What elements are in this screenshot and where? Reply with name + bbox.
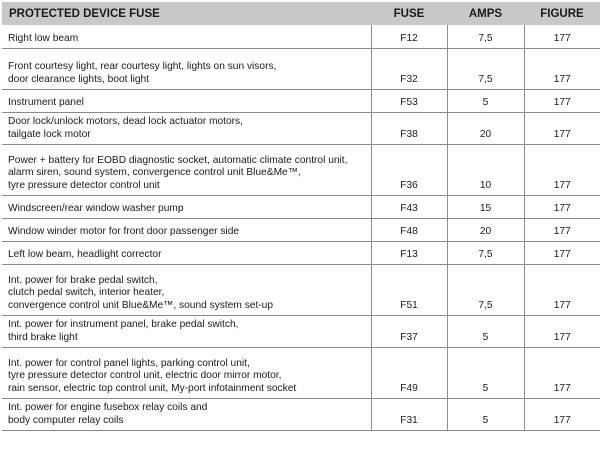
description-line: Window winder motor for front door passenger side — [8, 225, 240, 237]
table-row — [2, 347, 600, 398]
figure-ref: 177 — [524, 89, 600, 112]
fuse-code: F49 — [371, 347, 447, 398]
device-description — [2, 264, 371, 315]
header-device: PROTECTED DEVICE FUSE — [2, 2, 371, 25]
description-line: rain sensor, electric top control unit, My-port infotainment socket — [8, 382, 297, 394]
device-description — [2, 89, 371, 112]
device-description — [2, 347, 371, 398]
description-line: Front courtesy light, rear courtesy light, lights on sun visors, — [8, 61, 277, 73]
description-line: tyre pressure detector control unit — [8, 179, 160, 191]
header-figure: FIGURE — [524, 2, 600, 25]
device-description — [2, 315, 371, 347]
amps-value: 20 — [447, 112, 524, 144]
figure-ref: 177 — [524, 25, 600, 48]
fuse-code: F48 — [371, 218, 447, 241]
figure-ref: 177 — [524, 347, 600, 398]
fuse-code: F37 — [371, 315, 447, 347]
amps-value: 7,5 — [447, 48, 524, 89]
description-line: third brake light — [8, 331, 78, 343]
fuse-code: F31 — [371, 398, 447, 430]
table-row — [2, 144, 600, 195]
description-line: body computer relay coils — [8, 414, 124, 426]
fuse-code: F51 — [371, 264, 447, 315]
figure-ref: 177 — [524, 398, 600, 430]
table-row — [2, 195, 600, 218]
device-description — [2, 241, 371, 264]
amps-value: 5 — [447, 347, 524, 398]
table-row — [2, 315, 600, 347]
fuse-code: F43 — [371, 195, 447, 218]
amps-value: 7,5 — [447, 241, 524, 264]
figure-ref: 177 — [524, 112, 600, 144]
table-row — [2, 264, 600, 315]
figure-ref: 177 — [524, 144, 600, 195]
fuse-code: F53 — [371, 89, 447, 112]
amps-value: 20 — [447, 218, 524, 241]
description-line: convergence control unit Blue&Me™, sound system set-up — [8, 299, 274, 311]
fuse-code: F32 — [371, 48, 447, 89]
fuse-code: F13 — [371, 241, 447, 264]
amps-value: 7,5 — [447, 25, 524, 48]
figure-ref: 177 — [524, 241, 600, 264]
description-line: tailgate lock motor — [8, 128, 91, 140]
description-line: Int. power for brake pedal switch, — [8, 274, 158, 286]
description-line: Right low beam — [8, 32, 79, 44]
description-line: alarm siren, sound system, convergence control unit Blue&Me™, — [8, 167, 301, 179]
table-row — [2, 89, 600, 112]
amps-value: 5 — [447, 398, 524, 430]
table-row — [2, 48, 600, 89]
description-line: Windscreen/rear window washer pump — [8, 202, 184, 214]
table-row — [2, 25, 600, 48]
fuse-code: F36 — [371, 144, 447, 195]
amps-value: 5 — [447, 89, 524, 112]
fuse-code: F12 — [371, 25, 447, 48]
device-description — [2, 48, 371, 89]
device-description — [2, 144, 371, 195]
figure-ref: 177 — [524, 264, 600, 315]
fuse-table — [2, 2, 600, 431]
description-line: clutch pedal switch, interior heater, — [8, 287, 165, 299]
figure-ref: 177 — [524, 48, 600, 89]
description-line: Int. power for control panel lights, parking control unit, — [8, 357, 250, 369]
amps-value: 5 — [447, 315, 524, 347]
description-line: tyre pressure detector control unit, electric door mirror motor, — [8, 370, 282, 382]
amps-value: 7,5 — [447, 264, 524, 315]
figure-ref: 177 — [524, 315, 600, 347]
header-amps: AMPS — [447, 2, 524, 25]
device-description — [2, 195, 371, 218]
table-row — [2, 241, 600, 264]
header-fuse: FUSE — [371, 2, 447, 25]
figure-ref: 177 — [524, 195, 600, 218]
description-line: Left low beam, headlight corrector — [8, 248, 162, 260]
amps-value: 15 — [447, 195, 524, 218]
device-description — [2, 25, 371, 48]
device-description — [2, 112, 371, 144]
amps-value: 10 — [447, 144, 524, 195]
figure-ref: 177 — [524, 218, 600, 241]
device-description — [2, 398, 371, 430]
description-line: Power + battery for EOBD diagnostic socket, automatic climate control unit, — [8, 154, 348, 166]
table-row — [2, 398, 600, 430]
table-header-row — [2, 2, 600, 25]
table-row — [2, 218, 600, 241]
device-description — [2, 218, 371, 241]
description-line: door clearance lights, boot light — [8, 73, 150, 85]
fuse-code: F38 — [371, 112, 447, 144]
description-line: Int. power for engine fusebox relay coils and — [8, 402, 208, 414]
description-line: Door lock/unlock motors, dead lock actuator motors, — [8, 116, 243, 128]
table-body — [2, 25, 600, 430]
table-row — [2, 112, 600, 144]
description-line: Int. power for instrument panel, brake pedal switch, — [8, 319, 239, 331]
description-line: Instrument panel — [8, 96, 84, 108]
